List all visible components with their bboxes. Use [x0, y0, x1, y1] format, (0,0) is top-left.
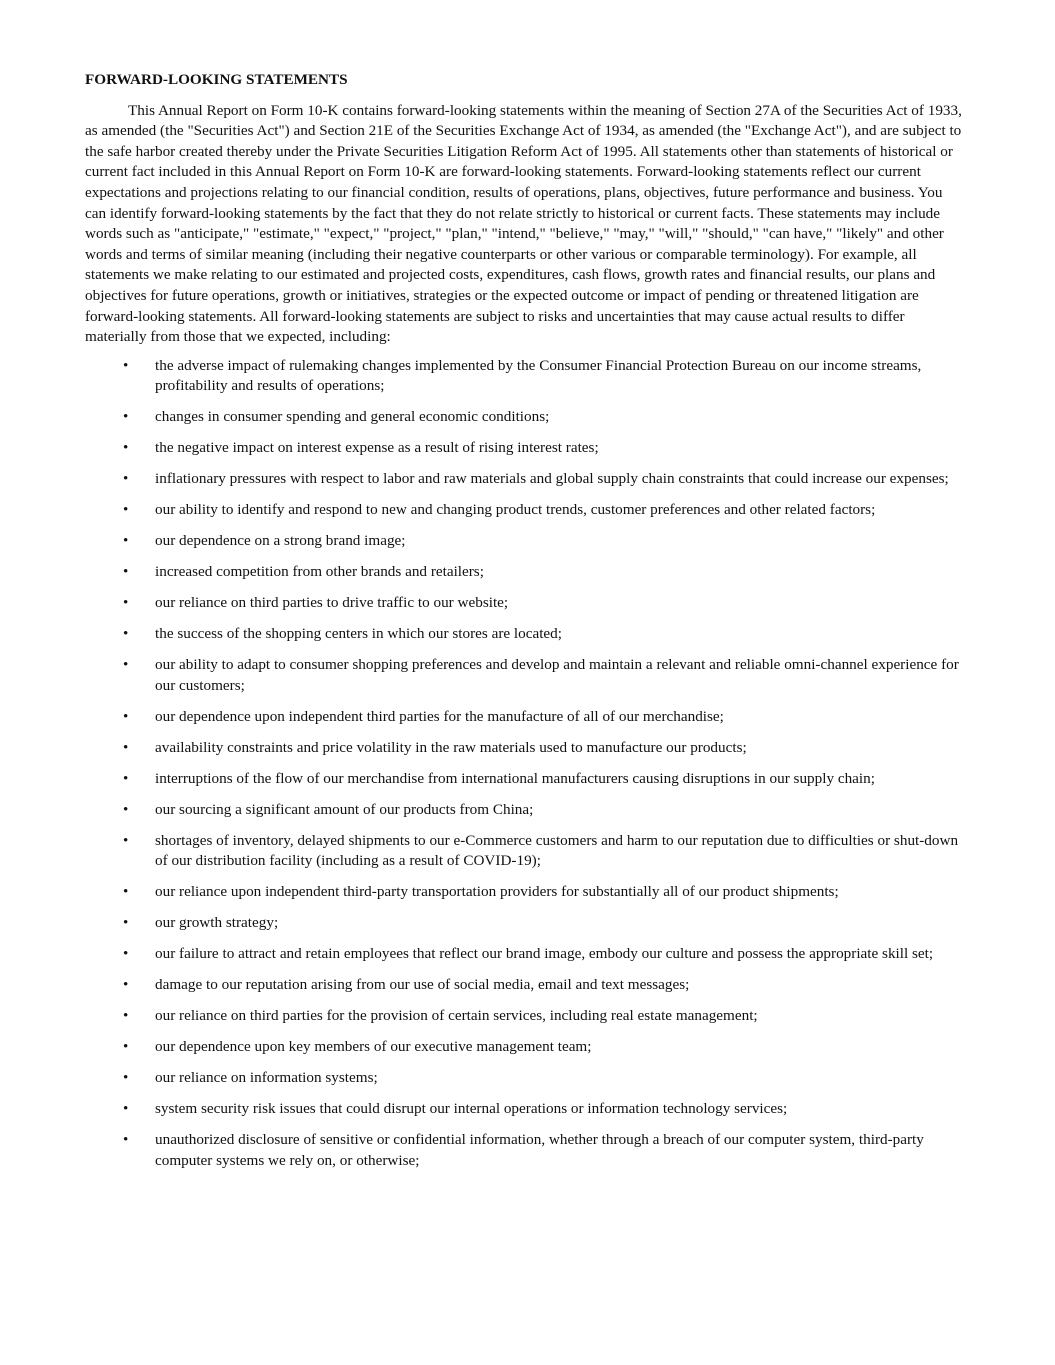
- list-item-text: the success of the shopping centers in which our stores are located;: [155, 625, 562, 643]
- list-item: [85, 469, 965, 490]
- bullet-marker: •: [123, 594, 129, 612]
- list-item-text: our reliance upon independent third-party transportation providers for substantially all of our product shipments;: [155, 883, 839, 901]
- bullet-marker: •: [123, 914, 129, 932]
- bullet-marker: •: [123, 625, 129, 643]
- risk-factor-list: [85, 356, 965, 1172]
- list-item-text: availability constraints and price volatility in the raw materials used to manufacture our products;: [155, 738, 747, 756]
- intro-paragraph: This Annual Report on Form 10-K contains forward-looking statements within the meaning of Section 27A of the Securities Act of 1933, as amended (the "Securities Act") and Section 21E of the Securities Exchange Act of 1934, as amended (the "Exchange Act"), and are subject to the safe harbor created thereby under the Private Securities Litigation Reform Act of 1995. All statements other than statements of historical or current fact included in this Annual Report on Form 10-K are forward-looking statements. Forward-looking statements reflect our current expectations and projections relating to our financial condition, results of operations, plans, objectives, future performance and business. You can identify forward-looking statements by the fact that they do not relate strictly to historical or current facts. These statements may include words such as "anticipate," "estimate," "expect," "project," "plan," "intend," "believe," "may," "will," "should," "can have," "likely" and other words and terms of similar meaning (including their negative counterparts or other various or comparable terminology). For example, all statements we make relating to our estimated and projected costs, expenditures, cash flows, growth rates and financial results, our plans and objectives for future operations, growth or initiatives, strategies or the expected outcome or impact of pending or threatened litigation are forward-looking statements. All forward-looking statements are subject to risks and uncertainties that may cause actual results to differ materially from those that we expected, including:: [85, 101, 962, 346]
- list-item: [85, 882, 965, 903]
- list-item-text: interruptions of the flow of our merchandise from international manufacturers causing disruptions in our supply chain;: [155, 769, 875, 787]
- bullet-marker: •: [123, 1038, 129, 1056]
- list-item: [85, 975, 965, 996]
- list-item: [85, 593, 965, 614]
- bullet-marker: •: [123, 738, 129, 756]
- bullet-marker: •: [123, 1131, 129, 1149]
- list-item-text: shortages of inventory, delayed shipments to our e-Commerce customers and harm to our reputation due to difficulties or shut-down of our distribution facility (including as a result of COVID-19);: [155, 831, 959, 870]
- bullet-marker: •: [123, 501, 129, 519]
- list-item: [85, 407, 965, 428]
- list-item-text: our sourcing a significant amount of our products from China;: [155, 800, 534, 818]
- bullet-marker: •: [123, 1069, 129, 1087]
- bullet-marker: •: [123, 1007, 129, 1025]
- document-page: [85, 70, 965, 1182]
- list-item-text: the adverse impact of rulemaking changes implemented by the Consumer Financial Protection Bureau on our income streams, profitability and results of operations;: [155, 356, 922, 395]
- list-item-text: our ability to adapt to consumer shopping preferences and develop and maintain a relevant and reliable omni-channel experience for our customers;: [155, 656, 959, 694]
- list-item: [85, 438, 965, 459]
- list-item-text: inflationary pressures with respect to labor and raw materials and global supply chain constraints that could increase our expenses;: [155, 470, 949, 488]
- bullet-marker: •: [123, 356, 129, 374]
- list-item: [85, 356, 965, 397]
- bullet-marker: •: [123, 1100, 129, 1118]
- list-item-text: our dependence upon key members of our executive management team;: [155, 1038, 592, 1056]
- list-item-text: our reliance on third parties for the provision of certain services, including real estate management;: [155, 1007, 758, 1025]
- bullet-marker: •: [123, 883, 129, 901]
- list-item-text: the negative impact on interest expense as a result of rising interest rates;: [155, 439, 599, 457]
- list-item: [85, 1006, 965, 1027]
- list-item: [85, 800, 965, 821]
- list-item-text: our ability to identify and respond to new and changing product trends, customer preferences and other related factors;: [155, 501, 876, 519]
- list-item-text: our dependence on a strong brand image;: [155, 532, 406, 550]
- list-item-text: system security risk issues that could disrupt our internal operations or information technology services;: [155, 1100, 788, 1118]
- list-item-text: our reliance on information systems;: [155, 1069, 378, 1087]
- list-item-text: our growth strategy;: [155, 914, 279, 932]
- list-item: [85, 500, 965, 521]
- bullet-marker: •: [123, 976, 129, 994]
- list-item: [85, 1037, 965, 1058]
- list-item-text: increased competition from other brands and retailers;: [155, 563, 484, 581]
- list-item-text: our reliance on third parties to drive traffic to our website;: [155, 594, 509, 612]
- list-item: [85, 831, 965, 872]
- bullet-marker: •: [123, 470, 129, 488]
- list-item-text: changes in consumer spending and general economic conditions;: [155, 408, 550, 426]
- list-item: [85, 1130, 965, 1171]
- list-item: [85, 769, 965, 790]
- section-heading: FORWARD-LOOKING STATEMENTS: [85, 71, 348, 88]
- bullet-marker: •: [123, 439, 129, 457]
- bullet-marker: •: [123, 707, 129, 725]
- bullet-marker: •: [123, 945, 129, 963]
- bullet-marker: •: [123, 563, 129, 581]
- list-item: [85, 1068, 965, 1089]
- list-item-text: our dependence upon independent third parties for the manufacture of all of our merchandise;: [155, 707, 724, 725]
- list-item: [85, 562, 965, 583]
- list-item: [85, 655, 965, 696]
- list-item-text: damage to our reputation arising from our use of social media, email and text messages;: [155, 976, 690, 994]
- list-item: [85, 707, 965, 728]
- list-item: [85, 531, 965, 552]
- list-item: [85, 944, 965, 965]
- bullet-marker: •: [123, 800, 129, 818]
- bullet-marker: •: [123, 831, 129, 849]
- list-item-text: our failure to attract and retain employees that reflect our brand image, embody our culture and possess the appropriate skill set;: [155, 945, 934, 963]
- list-item: [85, 624, 965, 645]
- list-item-text: unauthorized disclosure of sensitive or confidential information, whether through a breach of our computer system, third-party computer systems we rely on, or otherwise;: [155, 1131, 924, 1169]
- bullet-marker: •: [123, 408, 129, 426]
- list-item: [85, 913, 965, 934]
- bullet-marker: •: [123, 656, 129, 674]
- list-item: [85, 1099, 965, 1120]
- bullet-marker: •: [123, 769, 129, 787]
- bullet-marker: •: [123, 532, 129, 550]
- list-item: [85, 738, 965, 759]
